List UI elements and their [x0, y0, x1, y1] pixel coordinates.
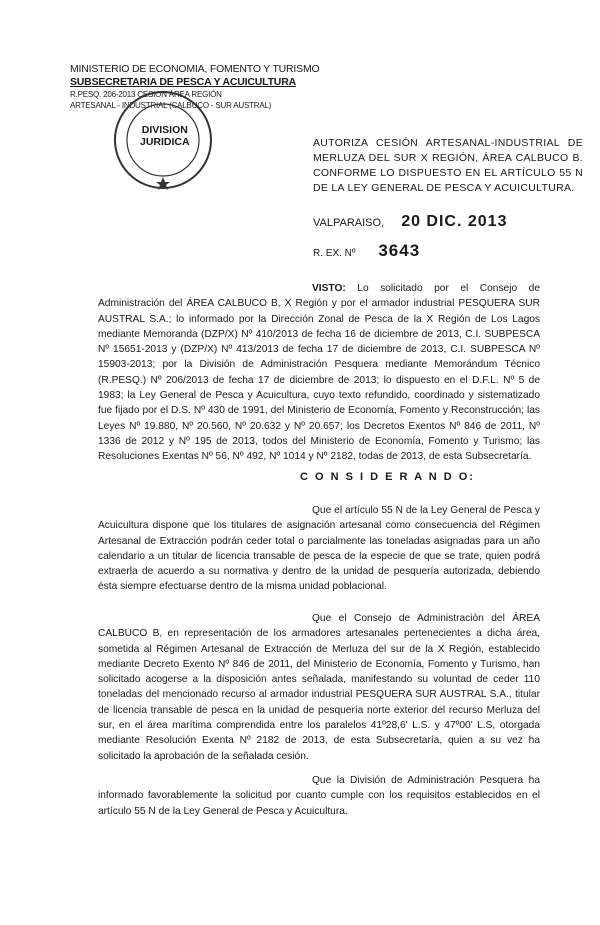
stamp-line-1: DIVISION: [141, 124, 188, 136]
considerando-text-2: Que el Consejo de Administración del ÁREA CALBUCO B, en representación de los armadores artesanales pertenecientes a dicha área, sometida al Régimen Artesanal de Extracción de Merluza del sur de la X Región, establecido mediante Decreto Exento Nº 846 de 2011, del Ministerio de Economía, Fomento y Turismo, han solicitado acogerse a la disposición antes señalada, manifestando su voluntad de ceder 110 toneladas del mencionado recurso al armador industrial PESQUERA SUR AUSTRAL S.A., titular de licencia transable de pesca en la unidad de pesquería norte exterior del recurso Merluza del sur, en el área marítima comprendida entre los paralelos 41º28,6' L.S. y 47º00' L.S, otorgada mediante Resolución Exenta Nº 2182 de 2013, de esta Subsecretaría, quien a su vez ha solicitado la aprobación de la señalada cesión.: [98, 613, 540, 762]
date: 20 DIC. 2013: [401, 213, 508, 230]
subsecretaria-name: SUBSECRETARIA DE PESCA Y ACUICULTURA: [70, 76, 296, 88]
reference-line-2: ARTESANAL - INDUSTRIAL (CALBUCO - SUR AUSTRAL): [70, 101, 272, 110]
resolution-label: R. EX. Nº: [313, 248, 356, 259]
resolution-number-line: [313, 241, 420, 261]
resolution-number: 3643: [378, 241, 421, 260]
resolution-subject: AUTORIZA CESIÓN ARTESANAL-INDUSTRIAL DE MERLUZA DEL SUR X REGIÓN, ÁREA CALBUCO B. CONFORME LO DISPUESTO EN EL ARTÍCULO 55 N DE LA LEY GENERAL DE PESCA Y ACUICULTURA.: [313, 137, 583, 194]
considerando-paragraph-1: [98, 503, 540, 595]
stamp-label: [140, 124, 190, 148]
place-and-date: [313, 213, 507, 231]
stamp-line-2: JURIDICA: [140, 136, 190, 148]
considerando-paragraph-3: [98, 773, 540, 819]
reference-line-1: R.PESQ. 206-2013 CESION ÁREA REGIÓN: [70, 90, 222, 99]
considerando-text-1: Que el artículo 55 N de la Ley General de Pesca y Acuicultura dispone que los titulares de asignación artesanal como consecuencia del Régimen Artesanal de Extracción podrán ceder total o parcialmente las toneladas asignadas para un año calendario a un titular de licencia transable de pesca de la especie de que se trate, quien podrá extraerla de acuerdo a su normativa y dentro de la unidad de pesquería autorizada, debiendo ésta siempre efectuarse dentro de la misma unidad poblacional.: [98, 505, 540, 593]
considerando-heading: C O N S I D E R A N D O:: [300, 471, 475, 483]
considerando-paragraph-2: [98, 611, 540, 764]
place: VALPARAISO,: [313, 217, 385, 229]
considerando-text-3: Que la División de Administración Pesquera ha informado favorablemente la solicitud por cuanto cumple con los requisitos establecidos en el artículo 55 N de la Ley General de Pesca y Acuicultura.: [98, 775, 540, 817]
visto-text: Lo solicitado por el Consejo de Administración del ÁREA CALBUCO B, X Región y por el armador industrial PESQUERA SUR AUSTRAL S.A.; lo informado por la Dirección Zonal de Pesca de la X Región de Los Lagos mediante Memoranda (DZP/X) Nº 410/2013 de fecha 16 de diciembre de 2013, C.I. SUBPESCA Nº 15651-2013 y (DZP/X) Nº 413/2013 de fecha 17 de diciembre de 2013, C.I. SUBPESCA Nº 15903-2013; por la División de Administración Pesquera mediante Memorándum Técnico (R.PESQ.) Nº 206/2013 de fecha 17 de diciembre de 2013; lo dispuesto en el D.F.L. Nº 5 de 1983; la Ley General de Pesca y Acuicultura, cuyo texto refundido, coordinado y sistematizado fue fijado por el D.S. Nº 430 de 1991, del Ministerio de Economía, Fomento y Reconstrucción; las Leyes Nº 19.880, Nº 20.560, Nº 20.632 y Nº 20.657; los Decretos Exentos Nº 846 de 2011, Nº 1336 de 2012 y Nº 195 de 2013, todos del Ministerio de Economía, Fomento y Turismo; las Resoluciones Exentas Nº 56, Nº 492, Nº 1014 y Nº 2182, todas de 2013, de esta Subsecretaría.: [98, 283, 540, 463]
visto-label: VISTO:: [312, 283, 346, 294]
ministry-name: MINISTERIO DE ECONOMIA, FOMENTO Y TURISMO: [70, 63, 320, 75]
visto-paragraph: [98, 281, 540, 465]
